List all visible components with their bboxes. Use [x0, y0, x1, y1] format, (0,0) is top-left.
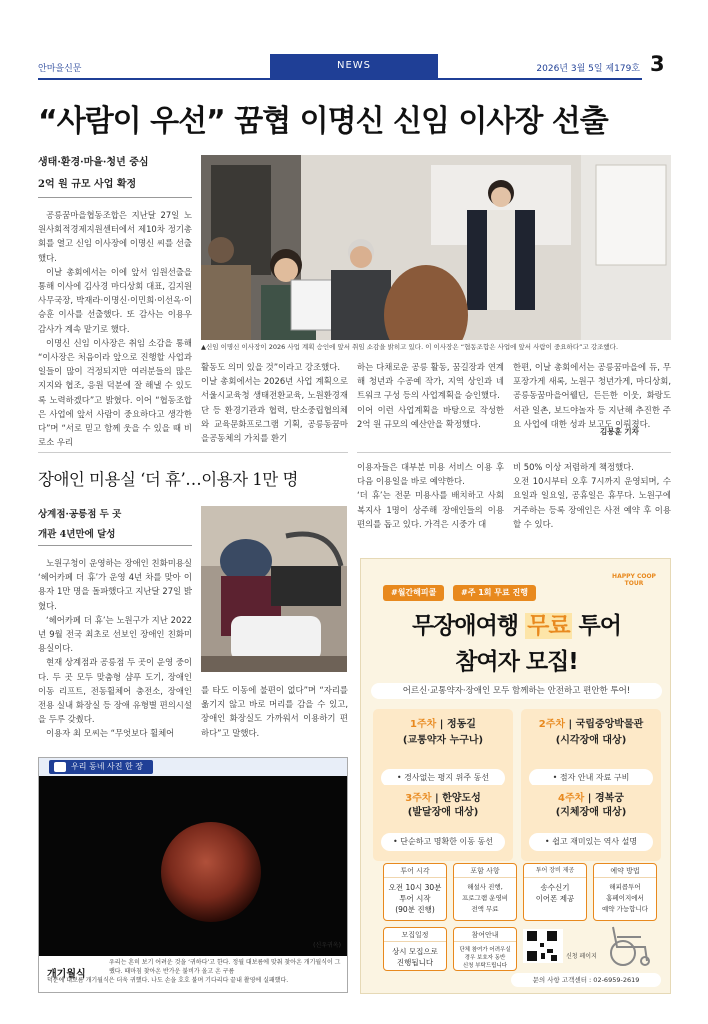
qr-code-icon[interactable]	[523, 929, 563, 963]
photo-feature-tag-label: 우리 동네 사진 한 장	[71, 762, 143, 771]
ad-title	[361, 607, 671, 640]
subhead-rule	[38, 545, 192, 546]
week-desc: • 단순하고 명확한 이동 동선	[381, 833, 505, 851]
article2-subhead-1: 상계점·공릉점 두 곳	[38, 509, 122, 520]
clock-icon-label: 투어 시각	[384, 864, 446, 878]
info-card-notice	[453, 927, 517, 971]
article2-col4: 비 50% 이상 저렴하게 책정했다. 오전 10시부터 오후 7시까지 운영되며, 수요일과 일요일, 공휴일은 휴무다. 노원구에 거주하는 등록 장애인은 사전 예약 후 이용할 수 있다.	[513, 462, 671, 529]
week-type: (교통약자 누구나)	[402, 735, 484, 746]
gift-icon-label: 포함 사항	[454, 864, 516, 878]
headphone-icon-label: 투어 장비 제공	[524, 864, 586, 878]
week-number: 3주차	[405, 793, 432, 804]
week-place: 국립중앙박물관	[575, 719, 644, 730]
article2-col2: 를 타도 이동에 불편이 없다”며 “자리를 옮기지 않고 바로 머리를 감을 수 있고, 장애인 화장실도 가까워서 이용하기 편하다”고 말했다.	[201, 685, 348, 738]
calendar-icon-label: 예약 방법	[594, 864, 656, 878]
tour-advertisement	[360, 558, 671, 994]
photo-text-1: 우리는 흔히 보기 어려운 것을 ‘귀하다’고 한다. 정월 대보름에 맞춰 찾아온 개기월식이 그랬다. 때마침 찾아온 반가운 불비가 올고 온 구름	[109, 959, 341, 975]
article2-col3: 이용자들은 대부분 미용 서비스 이용 후 다음 이용일을 바로 예약한다. ‘더 휴’는 전문 미용사를 배치하고 사회복지사 1명이 상주해 장애인들의 이용 편의를 돕고 있다. 가격은 시중가 대	[357, 462, 504, 529]
ad-title-c: 투어	[571, 613, 621, 639]
info-card-time	[383, 863, 447, 921]
photo-feature-tag	[49, 760, 153, 774]
info-card-booking	[593, 863, 657, 921]
ad-title-b: 무료	[527, 613, 570, 639]
ad-tag-1: #월간해피콜	[383, 585, 444, 601]
week-type: (발달장애 대상)	[407, 807, 479, 818]
info-card-included	[453, 863, 517, 921]
article1-col1	[38, 208, 192, 449]
photo-caption: ▲신임 이명신 이사장이 2026 사업 계획 승인에 앞서 취임 소감을 밝히고 있다. 이 이사장은 “협동조합은 사업에 앞서 사람이 중요하다”고 강조했다.	[201, 343, 619, 351]
section-divider	[357, 452, 671, 453]
info-body: 송수신기 이어폰 제공	[535, 883, 575, 903]
info-card-equipment	[523, 863, 587, 921]
article2-col1	[38, 556, 192, 741]
week-card-4-title: 4주차 | 경복궁	[558, 793, 624, 804]
article1-col2: 활동도 의미 있을 것”이라고 강조했다. 이날 총회에서는 2026년 사업 계획으로 서울시교육청 생태전환교육, 노원환경재단 등 환경기관과 협력, 탄소중립협의체와 교육문화프로그램 기획, 공릉동꿈마을공동체의 가치를 환기	[201, 362, 348, 444]
article1-headline: “사람이 우선” 꿈협 이명신 신임 이사장 선출	[38, 104, 608, 139]
people-icon-label: 참여안내	[454, 928, 516, 942]
photo-title: 개기월식	[47, 969, 86, 980]
lunar-eclipse-photo	[39, 776, 347, 956]
week-card-3	[373, 785, 513, 861]
article1-subhead-2: 2억 원 규모 사업 확정	[38, 179, 137, 190]
week-place: 정동길	[446, 719, 476, 730]
week-number: 2주차	[538, 719, 566, 730]
salon-photo	[201, 506, 347, 672]
paragraph: 이명신 신임 이사장은 취임 소감을 통해 “이사장은 처음이라 앞으로 진행할 사업과 일들이 많이 걱정되지만 여러분들의 많은 지지와 협조, 응원 덕분에 잘 해낼 수 있도록 노력하겠다”고 밝혔다. 이어 “협동조합은 사업에 앞서 사람이 중요하다고 생각한다”며 “서로 믿고 함께 웃을 수 있을 때 비로소 우리	[38, 337, 192, 448]
week-number: 4주차	[558, 793, 585, 804]
article2-headline: 장애인 미용실 ‘더 휴’…이용자 1만 명	[38, 470, 298, 489]
week-desc: • 쉽고 재미있는 역사 설명	[529, 833, 653, 851]
week-type: (지체장애 대상)	[555, 807, 627, 818]
paragraph: 노원구청이 운영하는 장애인 친화미용실 ‘헤어카페 더 휴’가 운영 4년 차를 맞아 이용자 1만 명을 돌파했다고 지난달 27일 밝혔다.	[38, 558, 192, 611]
week-card-3-title: 3주차 | 한양도성	[405, 793, 481, 804]
section-divider	[38, 452, 348, 453]
info-body: 단체 참여가 어려우실 경우 보호자 동반 신청 부탁드립니다	[459, 947, 511, 969]
contact-info: 문의 사항 고객센터 : 02-6959-2619	[511, 973, 661, 987]
paragraph: 현재 상계점과 공릉점 두 곳이 운영 중이다. 두 곳 모두 맞춤형 샴푸 도기, 장애인 이동 리프트, 전동휠체어 충전소, 장애인 전용 실내 화장실 등 장애 유형별 편의시설을 두루 갖췄다.	[38, 657, 192, 725]
info-body: 오전 10시 30분 투어 시작 (90분 진행)	[388, 883, 442, 914]
paper-name: 안마을신문	[38, 64, 82, 74]
ad-title-2: 참여자 모집!	[455, 649, 578, 675]
week-place: 경복궁	[594, 793, 624, 804]
info-card-schedule	[383, 927, 447, 971]
article1-subhead-1: 생태·환경·마을·청년 중심	[38, 157, 149, 168]
info-body: 상시 모집으로 진행됩니다	[392, 947, 438, 967]
article1-col4: 한편, 이날 총회에서는 공릉꿈마을에 듀, 무포장가게 새록, 노원구 청년가게, 마디상회, 공릉동꿈마을어웰딘, 든든한 이웃, 화랑도서관 일촌, 보드야놀자 등 지난해 추진한 주요 사업에 대한 성과 보고도 이뤄졌다.	[513, 362, 671, 429]
paragraph: 공릉꿈마을협동조합은 지난달 27일 노원사회적경제지원센터에서 제10차 정기총회를 열고 신임 이사장에 이명신 씨를 선출했다.	[38, 210, 192, 263]
ad-tag-2: #주 1회 무료 진행	[453, 585, 536, 601]
article2-subhead-2: 개관 4년만에 달성	[38, 529, 116, 540]
photo-feature-header	[39, 758, 347, 776]
byline: 김봉훈 기자	[600, 427, 639, 436]
issue-info: 2026년 3월 5일 제179호	[536, 64, 640, 74]
info-body: 해설사 진행, 프로그램 운영비 전액 무료	[461, 883, 509, 913]
week-card-4	[521, 785, 661, 861]
week-card-1-title: 1주차 | 정동길	[410, 719, 476, 730]
schedule-icon-label: 모집일정	[384, 928, 446, 942]
subhead-rule	[38, 197, 192, 198]
paragraph: 이날 총회에서는 이에 앞서 임원선출을 통해 이사에 김사경 마디상회 대표, 김지원 사무국장, 박재라·이명신·이민희·이선옥·이승훈 이사를 선출했다. 또 감사는 이용우 감사가 계속 맡기로 했다.	[38, 266, 192, 334]
meeting-photo	[201, 155, 671, 340]
paragraph: ‘헤어카페 더 휴’는 노원구가 지난 2022년 9월 전국 최초로 선보인 장애인 친화미용실이다.	[38, 614, 192, 654]
section-tab: NEWS	[270, 54, 438, 78]
week-desc: • 경사없는 평지 위주 동선	[381, 769, 505, 787]
info-body: 해피콥투어 홈페이지에서 예약 가능합니다	[601, 883, 649, 913]
camera-icon	[54, 762, 66, 772]
header-rule	[38, 78, 642, 80]
photo-text-2: 덕분에 대보름 개기월식은 더욱 귀했다. 나도 손을 호호 불며 기다리다 끝내 촬영에 실패했다.	[47, 977, 289, 984]
qr-label: 신청 페이지	[566, 953, 597, 960]
week-card-2-title: 2주차 | 국립중앙박물관	[538, 719, 644, 730]
week-place: 한양도성	[442, 793, 481, 804]
ad-logo: HAPPY COOP TOUR	[612, 573, 656, 587]
week-desc: • 점자 안내 자료 구비	[529, 769, 653, 787]
paragraph: 이용자 최 모씨는 “무엇보다 휠체어	[46, 728, 175, 739]
week-type: (시각장애 대상)	[555, 735, 627, 746]
ad-title-a: 무장애여행	[412, 613, 526, 639]
page-number: 3	[650, 52, 665, 76]
photo-credit: (신우귀옥)	[313, 942, 341, 949]
ad-subtitle: 어르신·교통약자·장애인 모두 함께하는 안전하고 편안한 투어!	[371, 683, 662, 699]
wheelchair-icon	[601, 921, 657, 967]
photo-feature-box	[38, 757, 348, 993]
article1-col3: 하는 다채로운 공릉 활동, 꿈길장과 연계해 청년과 수공예 작가, 지역 상인과 네트워크 구성 등의 사업계획을 승인했다. 이어 이런 사업계획을 바탕으로 작성한 2억 원 규모의 예산안을 확정했다.	[357, 362, 504, 429]
week-number: 1주차	[410, 719, 437, 730]
